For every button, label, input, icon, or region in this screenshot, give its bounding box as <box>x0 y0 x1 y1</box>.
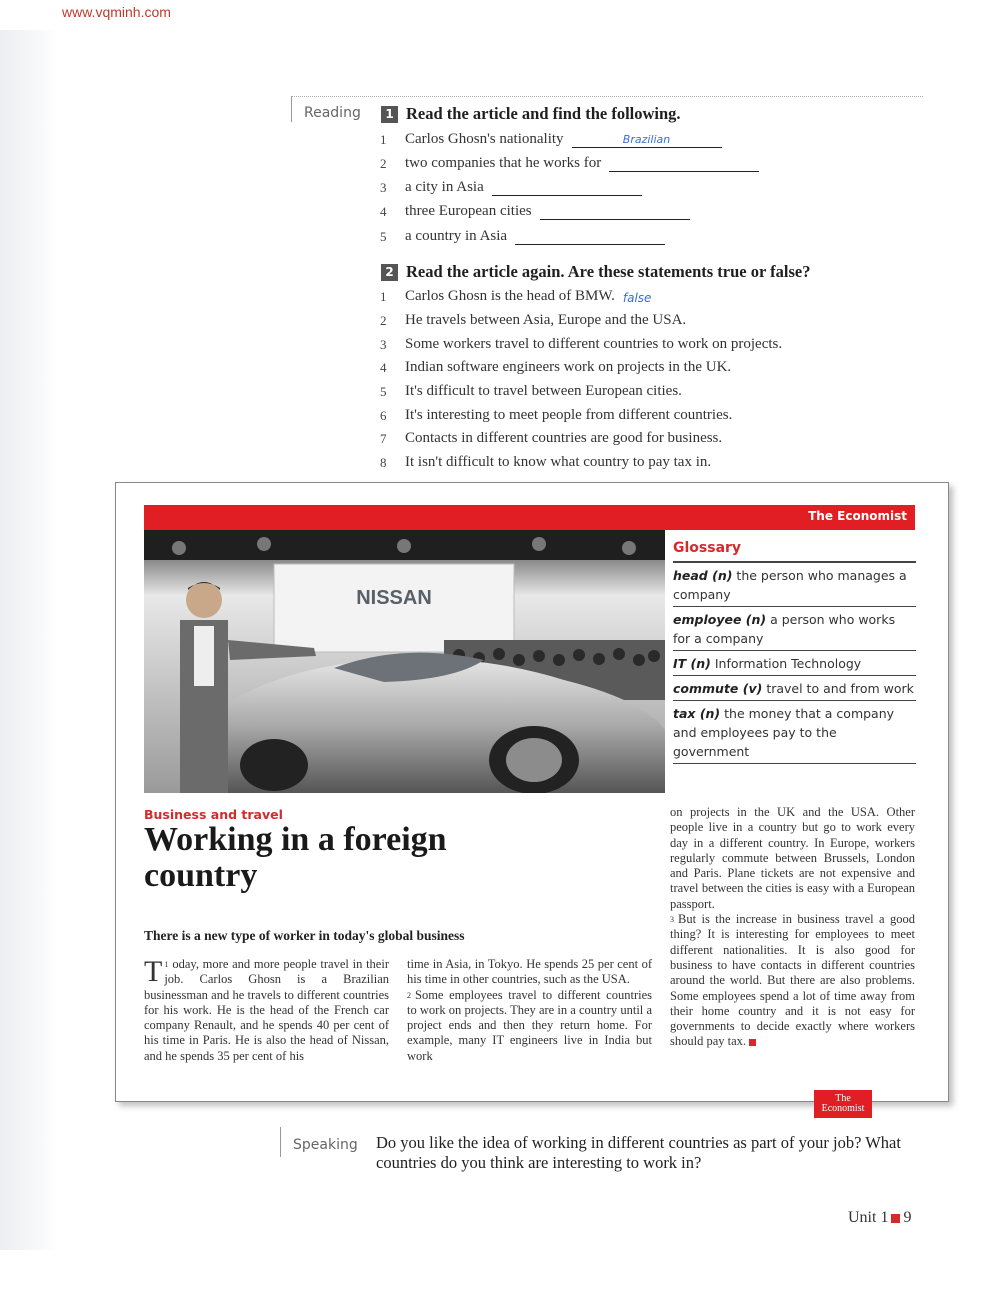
ex2-item <box>380 407 732 424</box>
item-text: a country in Asia <box>405 228 508 244</box>
glossary-definition: Information Technology <box>714 656 862 671</box>
item-number: 1 <box>380 289 387 304</box>
glossary-entry <box>673 563 916 607</box>
watermark: www.vqminh.com <box>62 4 171 20</box>
ex1-item <box>380 131 722 148</box>
photo-illustration <box>144 530 665 793</box>
item-text: three European cities <box>405 203 532 219</box>
item-number: 4 <box>380 360 387 375</box>
answer-text[interactable]: false <box>622 291 652 305</box>
exercise-2-title <box>381 262 810 282</box>
ex2-item <box>380 336 782 353</box>
drop-cap: T <box>144 955 163 988</box>
paragraph-number: 2 <box>407 990 411 1000</box>
glossary-definition: a person who works for a company <box>673 612 896 646</box>
glossary-definition: the money that a company and employees pay to the government <box>673 706 895 759</box>
ex2-item <box>380 430 722 447</box>
glossary-definition: the person who manages a company <box>673 568 907 602</box>
article-photo <box>144 530 665 793</box>
paragraph-text: on projects in the UK and the USA. Other people live in a country but go to work every day in a different country. In Europe, workers regularly commute between Brussels, London and Paris. Plane tickets are not expensive and travel between the cities is easy with a European passport. <box>670 805 915 911</box>
article-column-2 <box>407 957 652 1064</box>
ex2-item <box>380 359 731 376</box>
glossary-term: employee (n) <box>673 612 767 627</box>
glossary-term: tax (n) <box>673 706 721 721</box>
glossary-term: commute (v) <box>673 681 763 696</box>
exercise-1-instruction: Read the article and find the following. <box>406 104 681 123</box>
ex2-item <box>380 383 682 400</box>
item-number: 2 <box>380 156 387 171</box>
exercise-1-title <box>381 104 681 124</box>
answer-text: Brazilian <box>622 133 671 146</box>
item-text: It's interesting to meet people from different countries. <box>405 407 733 423</box>
ex2-item <box>380 312 686 329</box>
glossary-entry <box>673 651 916 676</box>
item-text: two companies that he works for <box>405 155 602 171</box>
logo-line-2: Economist <box>821 1103 865 1114</box>
paragraph-text: time in Asia, in Tokyo. He spends 25 per cent of his time in other countries, such as the USA. <box>407 957 652 987</box>
item-text: Indian software engineers work on projects in the UK. <box>405 359 732 375</box>
article-standfirst: There is a new type of worker in today's global business <box>144 928 465 943</box>
item-text: Some workers travel to different countries to work on projects. <box>405 336 783 352</box>
item-text: Carlos Ghosn's nationality <box>405 131 564 147</box>
item-number: 8 <box>380 455 387 470</box>
item-number: 1 <box>380 132 387 147</box>
unit-label: Unit 1 <box>848 1209 889 1226</box>
economist-label: The Economist <box>808 509 907 523</box>
end-mark-icon <box>749 1039 756 1046</box>
item-number: 7 <box>380 431 387 446</box>
ex1-item <box>380 179 642 196</box>
item-text: It isn't difficult to know what country to pay tax in. <box>405 454 712 470</box>
reading-top-rule <box>291 96 923 97</box>
item-text: It's difficult to travel between European cities. <box>405 383 682 399</box>
glossary-entry <box>673 676 916 701</box>
item-number: 5 <box>380 229 387 244</box>
item-text: Contacts in different countries are good for business. <box>405 430 723 446</box>
item-number: 4 <box>380 204 387 219</box>
exercise-1-number: 1 <box>381 106 398 123</box>
glossary-entry <box>673 701 916 764</box>
answer-blank[interactable] <box>572 133 722 148</box>
article-column-3 <box>670 805 915 1050</box>
glossary-term: head (n) <box>673 568 733 583</box>
article-column-1 <box>144 957 389 1064</box>
paragraph-text: But is the increase in business travel a good thing? It is interesting for employees to meet different nationalities. It is also good for business to have contacts in different countries around the world. But there are also problems. Some employees spend a lot of time away from their home country and it is not easy for governments to decide exactly where workers should pay tax. <box>670 912 915 1049</box>
ex2-item <box>380 288 651 305</box>
economist-logo <box>814 1090 872 1118</box>
logo-line-1: The <box>835 1093 851 1104</box>
article-headline: Working in a foreign country <box>144 821 447 894</box>
ex1-item <box>380 228 665 245</box>
item-number: 2 <box>380 313 387 328</box>
article-kicker: Business and travel <box>144 807 283 822</box>
item-number: 3 <box>380 180 387 195</box>
glossary-definition: travel to and from work <box>766 681 914 696</box>
paragraph-number: 1 <box>164 960 169 969</box>
item-number: 5 <box>380 384 387 399</box>
answer-blank[interactable] <box>609 157 759 172</box>
item-text: a city in Asia <box>405 179 484 195</box>
glossary-entry <box>673 607 916 651</box>
paragraph-text: oday, more and more people travel in their job. Carlos Ghosn is a Brazilian businessman and he travels to different countries for his work. He is the head of the French car company Renault, and he spends 40 per cent of his time in Paris. He is also the head of Nissan, and he spends 35 per cent of his <box>144 957 389 1063</box>
nissan-sign: NISSAN <box>356 587 432 609</box>
glossary-term: IT (n) <box>673 656 711 671</box>
page-number: 9 <box>903 1209 912 1226</box>
speaking-label: Speaking <box>280 1127 358 1157</box>
scan-shadow <box>0 30 58 1250</box>
ex2-item <box>380 454 711 471</box>
item-number: 3 <box>380 337 387 352</box>
economist-banner <box>144 505 915 530</box>
page-footer <box>848 1209 911 1227</box>
glossary-title: Glossary <box>673 540 916 563</box>
paragraph-number: 3 <box>670 915 674 925</box>
answer-blank[interactable] <box>515 230 665 245</box>
footer-square-icon <box>891 1214 900 1223</box>
glossary <box>673 540 916 764</box>
answer-blank[interactable] <box>540 205 690 220</box>
ex1-item <box>380 155 759 172</box>
paragraph-text: Some employees travel to different countries to work on projects. They are in a country until a project ends and then they return home. For example, many IT engineers live in India but work <box>407 987 652 1063</box>
item-text: Carlos Ghosn is the head of BMW. <box>405 288 615 304</box>
answer-blank[interactable] <box>492 181 642 196</box>
reading-label: Reading <box>291 96 361 122</box>
exercise-2-instruction: Read the article again. Are these statements true or false? <box>406 262 811 281</box>
item-number: 6 <box>380 408 387 423</box>
speaking-prompt: Do you like the idea of working in different countries as part of your job? What countries do you think are interesting to work in? <box>376 1133 901 1172</box>
ex1-item <box>380 203 690 220</box>
exercise-2-number: 2 <box>381 264 398 281</box>
item-text: He travels between Asia, Europe and the USA. <box>405 312 687 328</box>
